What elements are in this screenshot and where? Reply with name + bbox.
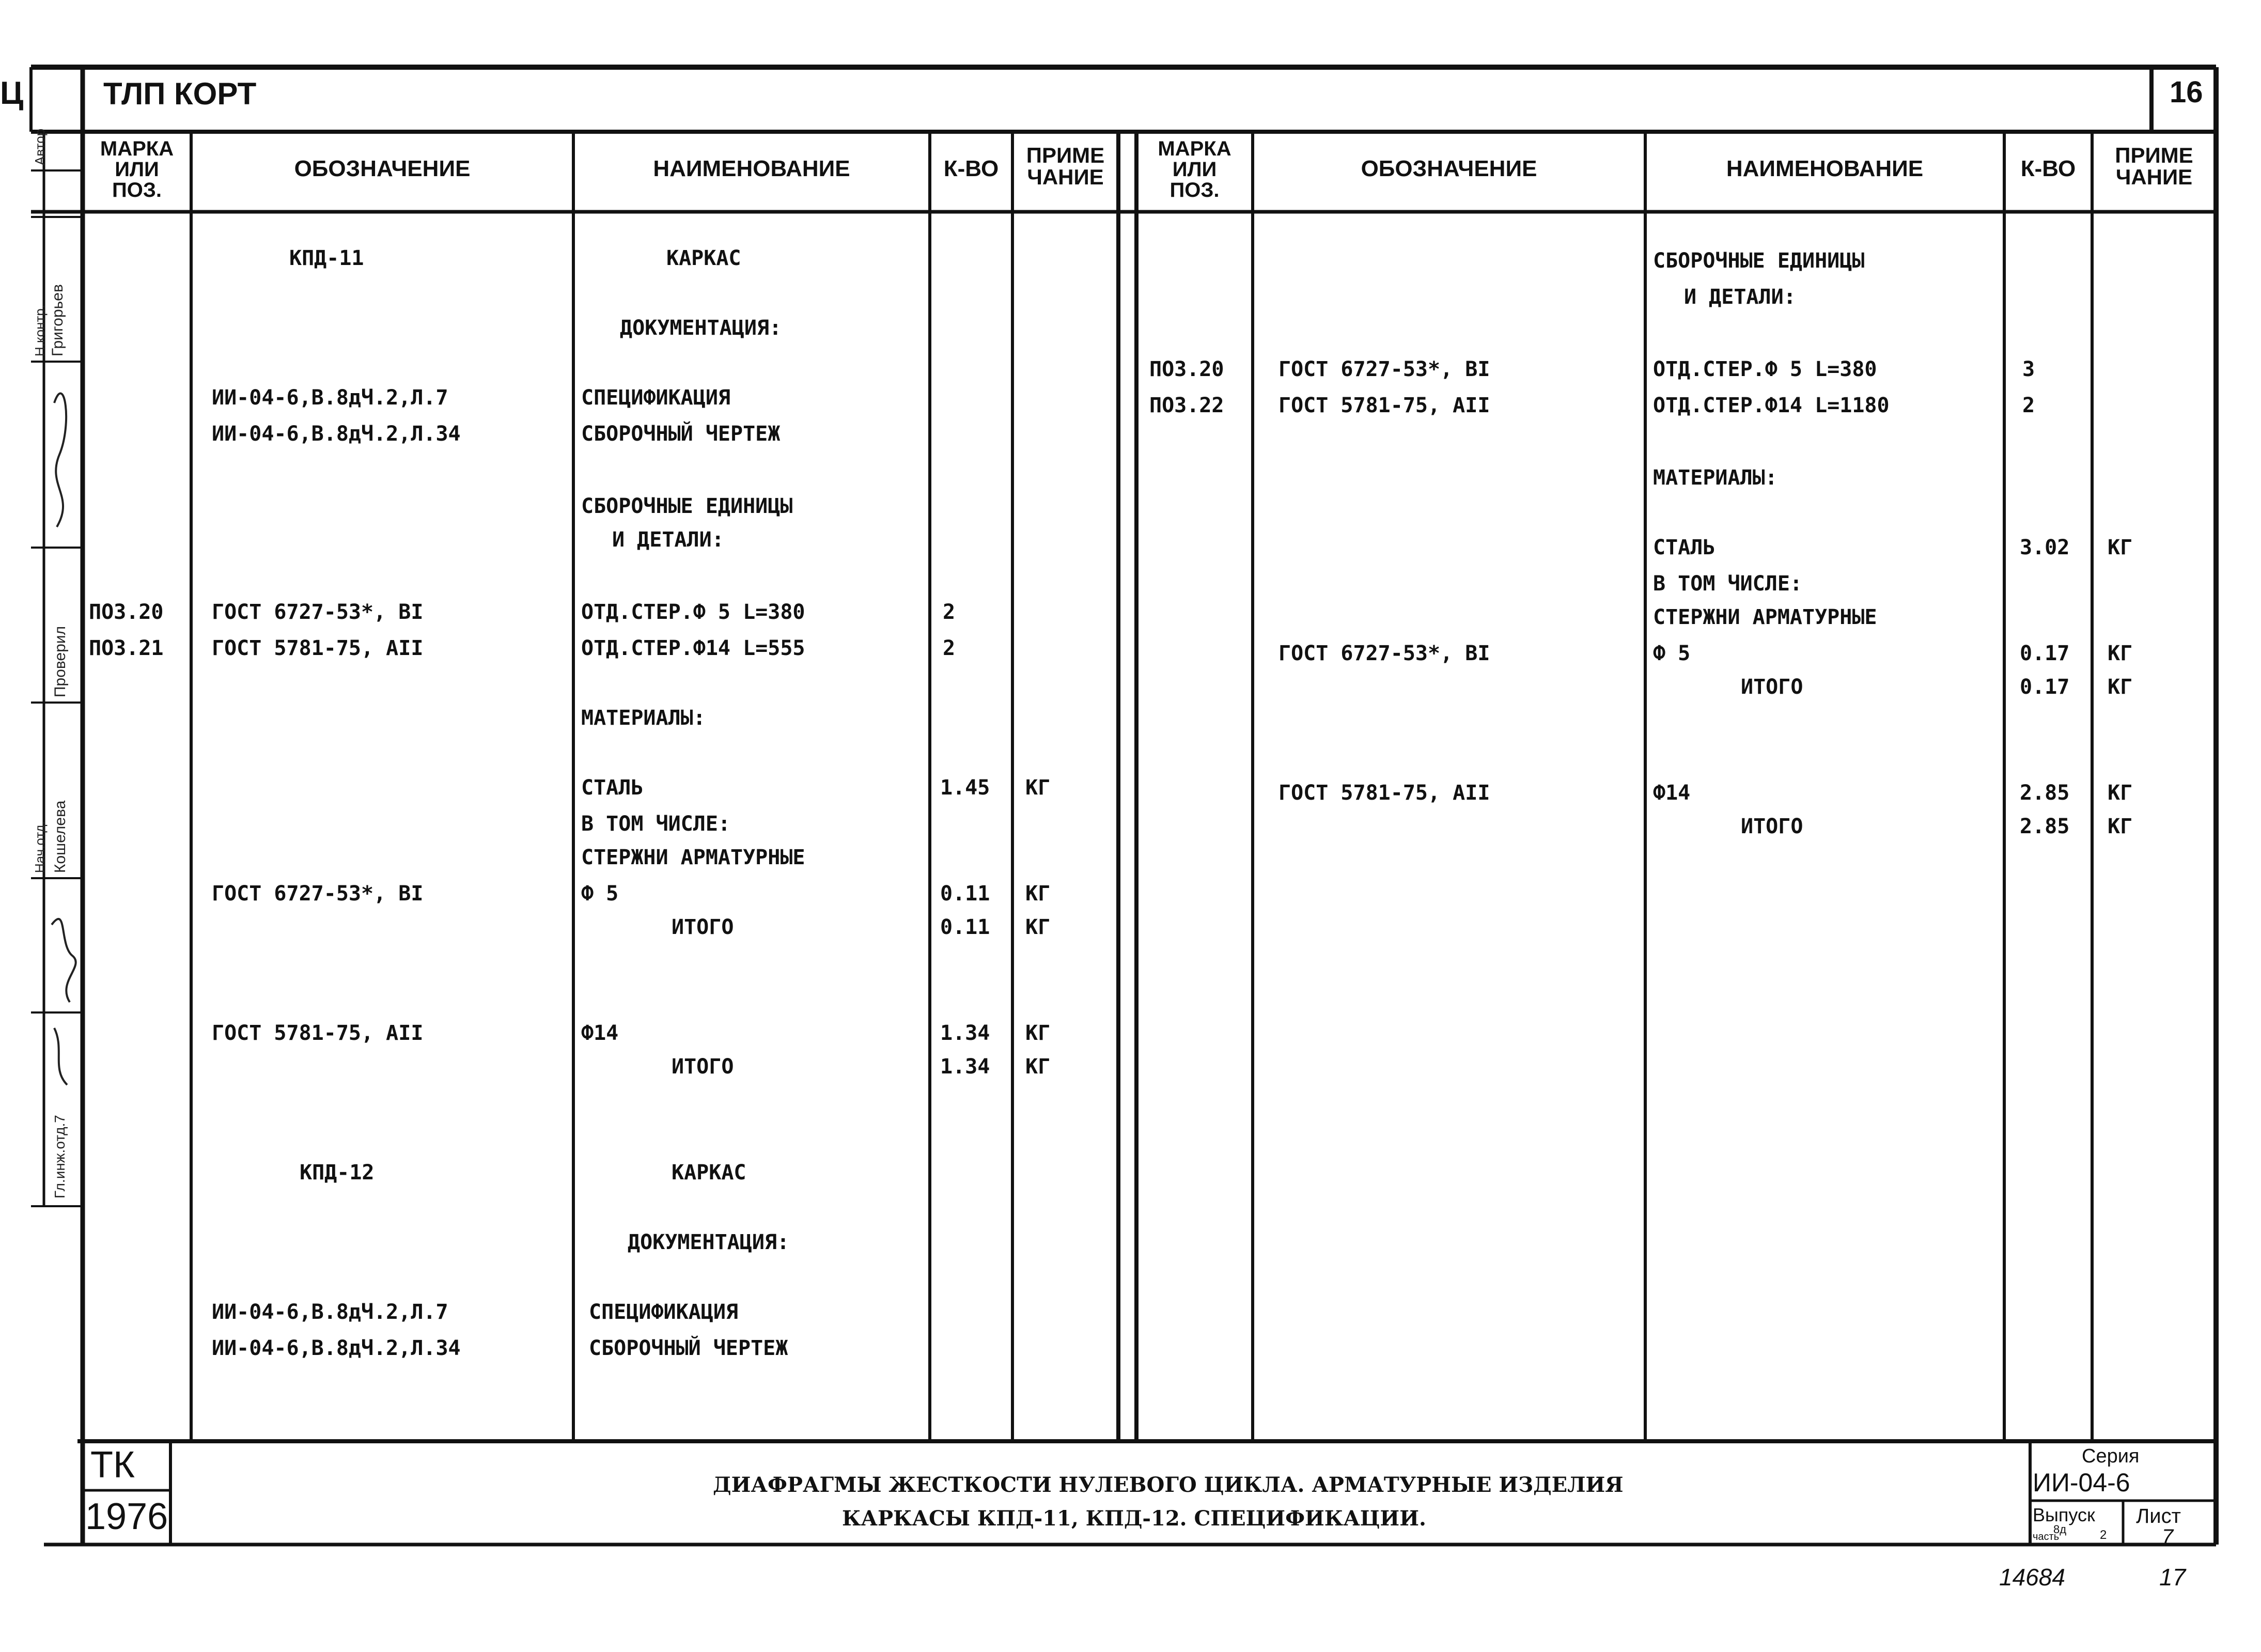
right-row-name: ОТД.СТЕР.Ф14 L=1180 [1653,394,1890,417]
right-row-name: Ф 5 [1653,642,1691,665]
stamp-name-2: Кошелева [52,800,69,873]
left-row-note: КГ [1025,882,1051,906]
left-row-note: КГ [1025,1021,1051,1045]
sheet-label: Лист [2136,1505,2181,1528]
right-row-name: МАТЕРИАЛЫ: [1653,466,1777,490]
left-row-name: ДОКУМЕНТАЦИЯ: [628,1230,790,1254]
right-row-designation: ГОСТ 5781-75, АII [1278,781,1490,805]
right-row-note: КГ [2108,675,2133,699]
stamp-name-1: Григорьев [49,284,66,356]
issue-value: 8д [2053,1523,2067,1536]
right-row-note: КГ [2108,815,2133,838]
left-row-designation: ИИ-04-6,В.8дЧ.2,Л.34 [212,422,461,446]
left-row-name: И ДЕТАЛИ: [612,528,724,552]
right-row-mark: ПОЗ.20 [1149,357,1224,381]
right-col-note-header: ПРИМЕ ЧАНИЕ [2115,143,2193,189]
right-row-note: КГ [2108,536,2133,559]
left-row-designation: КПД-12 [300,1161,375,1185]
left-row-name: СБОРОЧНЫЕ ЕДИНИЦЫ [581,494,793,518]
left-row-qty: 1.34 [940,1055,990,1079]
right-col-designation-header: ОБОЗНАЧЕНИЕ [1361,156,1537,181]
left-row-name: МАТЕРИАЛЫ: [581,706,706,730]
right-row-qty: 2.85 [2020,781,2070,805]
left-row-name: СБОРОЧНЫЙ ЧЕРТЕЖ [581,422,781,446]
right-row-name: СТЕРЖНИ АРМАТУРНЫЕ [1653,605,1877,629]
left-col-mark-header: МАРКА ИЛИ ПОЗ. [100,137,174,201]
left-row-designation: ГОСТ 6727-53*, ВI [212,600,424,624]
left-row-designation: ИИ-04-6,В.8дЧ.2,Л.7 [212,386,448,410]
left-row-name: СПЕЦИФИКАЦИЯ [589,1300,738,1324]
left-col-note-header: ПРИМЕ ЧАНИЕ [1026,143,1105,189]
drawing-title-line2: КАРКАСЫ КПД-11, КПД-12. СПЕЦИФИКАЦИИ. [842,1506,1426,1531]
right-row-name: СТАЛЬ [1653,536,1716,559]
left-row-note: КГ [1025,915,1051,939]
left-row-designation: ИИ-04-6,В.8дЧ.2,Л.34 [212,1336,461,1360]
right-row-qty: 2.85 [2020,815,2070,838]
page-extra: 17 [2159,1564,2186,1591]
right-row-name: И ДЕТАЛИ: [1684,285,1796,309]
right-row-qty: 0.17 [2020,642,2070,665]
header-org: ТЛП КОРТ [103,76,257,111]
right-row-name: ОТД.СТЕР.Ф 5 L=380 [1653,357,1877,381]
right-row-note: КГ [2108,642,2133,665]
stamp-label-norm: Н.контр. [32,304,48,356]
right-row-qty: 3 [2022,357,2035,381]
right-row-name: ИТОГО [1741,675,1803,699]
left-row-qty: 0.11 [940,882,990,906]
year: 1976 [85,1496,168,1537]
right-row-designation: ГОСТ 6727-53*, ВI [1278,357,1490,381]
right-row-qty: 2 [2022,394,2035,417]
right-col-mark-header: МАРКА ИЛИ ПОЗ. [1158,137,1231,201]
left-row-name: Ф14 [581,1021,619,1045]
left-row-designation: ГОСТ 6727-53*, ВI [212,882,424,906]
right-row-note: КГ [2108,781,2133,805]
right-row-designation: ГОСТ 6727-53*, ВI [1278,642,1490,665]
left-row-designation: КПД-11 [289,246,364,270]
left-row-name: ОТД.СТЕР.Ф 5 L=380 [581,600,805,624]
sheet-value: 7 [2162,1525,2174,1548]
left-row-name: СПЕЦИФИКАЦИЯ [581,386,730,410]
right-row-name: ИТОГО [1741,815,1803,838]
stamp-label-chief: Гл.инж.отд.7 [52,1115,68,1198]
signatures [44,362,83,1204]
stamp-label-author: Автор [32,128,48,165]
left-row-note: КГ [1025,1055,1051,1079]
right-row-mark: ПОЗ.22 [1149,394,1224,417]
left-row-name: ДОКУМЕНТАЦИЯ: [620,316,782,340]
drawing-title-line1: ДИАФРАГМЫ ЖЕСТКОСТИ НУЛЕВОГО ЦИКЛА. АРМАТУРНЫЕ ИЗДЕЛИЯ [713,1473,1624,1497]
right-row-qty: 0.17 [2020,675,2070,699]
left-row-name: В ТОМ ЧИСЛЕ: [581,812,730,836]
left-row-qty: 1.34 [940,1021,990,1045]
left-col-designation-header: ОБОЗНАЧЕНИЕ [294,156,471,181]
right-row-name: СБОРОЧНЫЕ ЕДИНИЦЫ [1653,249,1865,273]
header-left-code: Ц [0,75,24,111]
right-row-designation: ГОСТ 5781-75, АII [1278,394,1490,417]
left-row-name: ОТД.СТЕР.Ф14 L=555 [581,636,805,660]
left-row-mark: ПОЗ.21 [89,636,164,660]
left-col-name-header: НАИМЕНОВАНИЕ [653,156,850,181]
stamp-label-head: Нач.отд. [32,821,48,873]
left-row-designation: ГОСТ 5781-75, АII [212,636,424,660]
series-value: ИИ-04-6 [2033,1468,2130,1497]
left-row-qty: 2 [943,636,956,660]
left-row-designation: ГОСТ 5781-75, АII [212,1021,424,1045]
left-row-qty: 0.11 [940,915,990,939]
sheet-number: 16 [2170,75,2203,109]
inventory-number: 14684 [1999,1564,2065,1591]
left-row-qty: 1.45 [940,776,990,800]
left-row-mark: ПОЗ.20 [89,600,164,624]
left-row-name: Ф 5 [581,882,619,906]
left-row-name: СТАЛЬ [581,776,644,800]
left-row-name: СБОРОЧНЫЙ ЧЕРТЕЖ [589,1336,788,1360]
left-col-qty-header: К-ВО [943,156,999,181]
right-row-name: Ф14 [1653,781,1691,805]
series-label: Серия [2082,1445,2140,1467]
right-row-name: В ТОМ ЧИСЛЕ: [1653,572,1802,596]
org-code: ТК [90,1444,135,1486]
left-row-qty: 2 [943,600,956,624]
part-label: часть [2033,1531,2060,1542]
left-row-name: ИТОГО [672,915,734,939]
left-row-name: ИТОГО [672,1055,734,1079]
right-col-qty-header: К-ВО [2020,156,2076,181]
left-row-name: КАРКАС [666,246,741,270]
stamp-label-checked: Проверил [52,626,69,697]
left-row-name: СТЕРЖНИ АРМАТУРНЫЕ [581,846,805,869]
left-row-designation: ИИ-04-6,В.8дЧ.2,Л.7 [212,1300,448,1324]
left-row-name: КАРКАС [672,1161,746,1185]
right-col-name-header: НАИМЕНОВАНИЕ [1726,156,1924,181]
issue-label: Выпуск [2033,1504,2095,1525]
part-value: 2 [2100,1528,2107,1542]
right-row-qty: 3.02 [2020,536,2070,559]
left-row-note: КГ [1025,776,1051,800]
